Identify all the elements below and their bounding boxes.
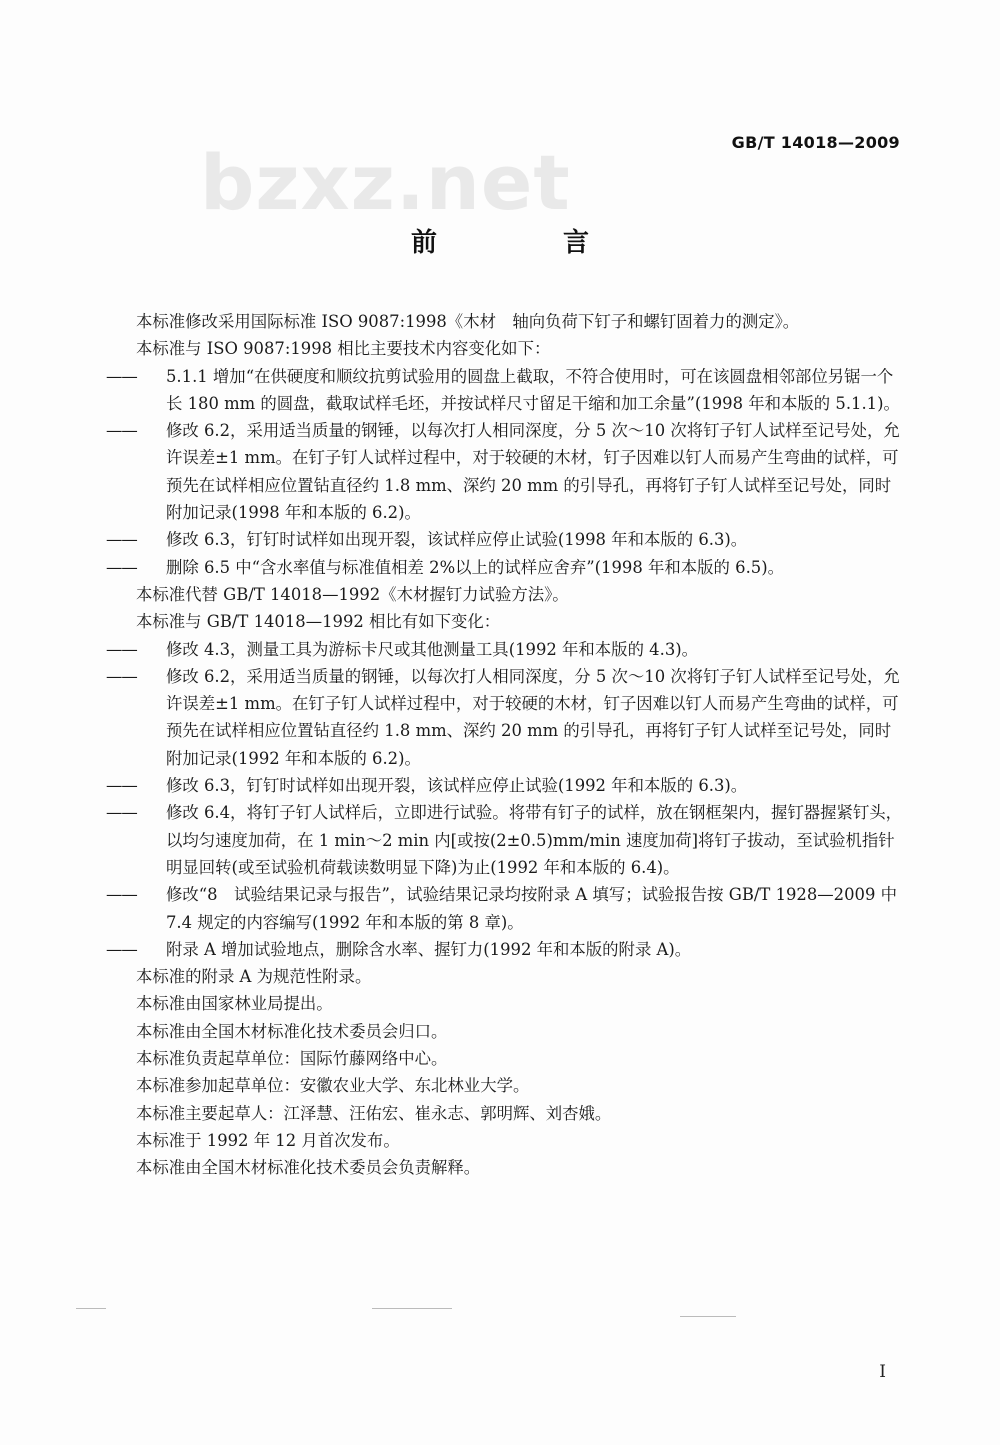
list-item bbox=[106, 417, 906, 526]
scan-speck bbox=[76, 1308, 106, 1309]
foreword-body bbox=[106, 308, 906, 1182]
list-dash: —— bbox=[106, 557, 137, 577]
paragraph: 本标准由全国木材标准化技术委员会归口。 bbox=[136, 1021, 448, 1041]
list-dash: —— bbox=[106, 885, 137, 905]
paragraph: 本标准于 1992 年 12 月首次发布。 bbox=[136, 1130, 400, 1150]
list-item-text: 删除 6.5 中“含水率值与标准值相差 2%以上的试样应舍弃”(1998 年和本版的 6.5)。 bbox=[166, 557, 784, 577]
list-dash: —— bbox=[106, 639, 137, 659]
list-item-text: 修改 4.3，测量工具为游标卡尺或其他测量工具(1992 年和本版的 4.3)。 bbox=[166, 639, 699, 659]
page-title-text: 前 言 bbox=[410, 228, 639, 258]
list-item-text: 修改“8 试验结果记录与报告”，试验结果记录均按附录 A 填写；试验报告按 GB/T 1928—2009 中 7.4 规定的内容编写(1992 年和本版的第 8 章)。 bbox=[166, 885, 897, 932]
scan-speck bbox=[680, 1316, 736, 1317]
paragraph: 本标准负责起草单位：国际竹藤网络中心。 bbox=[136, 1049, 448, 1069]
paragraph: 本标准的附录 A 为规范性附录。 bbox=[136, 967, 372, 987]
standard-code: GB/T 14018—2009 bbox=[731, 133, 900, 152]
list-dash: —— bbox=[106, 666, 137, 686]
list-item bbox=[106, 799, 906, 881]
list-item bbox=[106, 936, 906, 963]
paragraph: 本标准参加起草单位：安徽农业大学、东北林业大学。 bbox=[136, 1076, 530, 1096]
list-dash: —— bbox=[106, 366, 137, 386]
paragraph: 本标准与 ISO 9087:1998 相比主要技术内容变化如下： bbox=[136, 339, 551, 359]
list-dash: —— bbox=[106, 776, 137, 796]
paragraph: 本标准代替 GB/T 14018—1992《木材握钉力试验方法》。 bbox=[136, 584, 569, 604]
list-item-text: 修改 6.3，钉钉时试样如出现开裂，该试样应停止试验(1998 年和本版的 6.3)。 bbox=[166, 530, 748, 550]
page-number: I bbox=[879, 1362, 886, 1382]
paragraph: 本标准修改采用国际标准 ISO 9087:1998《木材 轴向负荷下钉子和螺钉固着力的测定》。 bbox=[136, 312, 800, 331]
list-item-text: 修改 6.3，钉钉时试样如出现开裂，该试样应停止试验(1992 年和本版的 6.3)。 bbox=[166, 776, 748, 796]
list-item bbox=[106, 526, 906, 553]
list-item bbox=[106, 663, 906, 772]
paragraph: 本标准与 GB/T 14018—1992 相比有如下变化： bbox=[136, 612, 501, 632]
watermark: bzxz.net bbox=[200, 138, 571, 227]
paragraph: 本标准主要起草人：江泽慧、汪佑宏、崔永志、郭明辉、刘杏娥。 bbox=[136, 1103, 612, 1123]
list-item bbox=[106, 772, 906, 799]
list-dash: —— bbox=[106, 803, 137, 823]
list-dash: —— bbox=[106, 421, 137, 441]
list-dash: —— bbox=[106, 939, 137, 959]
page-title bbox=[0, 222, 1000, 259]
list-item bbox=[106, 636, 906, 663]
list-item bbox=[106, 363, 906, 418]
list-item-text: 修改 6.2，采用适当质量的钢锤，以每次打人相同深度，分 5 次～10 次将钉子钉人试样至记号处，允许误差±1 mm。在钉子钉人试样过程中，对于较硬的木材，钉子因难以钉人而易产生弯曲的试样，可预先在试样相应位置钻直径约 1.8 mm、深约 20 mm 的引导孔，再将钉子钉人试样至记号处，同时附加记录(1998 年和本版的 6.2)。 bbox=[166, 421, 900, 523]
paragraph: 本标准由国家林业局提出。 bbox=[136, 994, 333, 1014]
scan-speck bbox=[372, 1308, 452, 1309]
list-item-text: 修改 6.2，采用适当质量的钢锤，以每次打人相同深度，分 5 次～10 次将钉子钉人试样至记号处，允许误差±1 mm。在钉子钉人试样过程中，对于较硬的木材，钉子因难以钉人而易产生弯曲的试样，可预先在试样相应位置钻直径约 1.8 mm、深约 20 mm 的引导孔，再将钉子钉人试样至记号处，同时附加记录(1992 年和本版的 6.2)。 bbox=[166, 666, 900, 768]
list-item bbox=[106, 554, 906, 581]
paragraph: 本标准由全国木材标准化技术委员会负责解释。 bbox=[136, 1158, 481, 1178]
list-item bbox=[106, 881, 906, 936]
list-item-text: 附录 A 增加试验地点，删除含水率、握钉力(1992 年和本版的附录 A)。 bbox=[166, 939, 692, 959]
list-item-text: 修改 6.4，将钉子钉人试样后，立即进行试验。将带有钉子的试样，放在钢框架内，握钉器握紧钉头，以均匀速度加荷，在 1 min～2 min 内[或按(2±0.5)mm/min 速度加荷]将钉子拔动，至试验机指针明显回转(或至试验机荷载读数明显下降)为止(1992 年和本版的 6.4)。 bbox=[166, 803, 903, 877]
list-item-text: 5.1.1 增加“在供硬度和顺纹抗剪试验用的圆盘上截取，不符合使用时，可在该圆盘相邻部位另锯一个长 180 mm 的圆盘，截取试样毛坯，并按试样尺寸留足干缩和加工余量”(1998 年和本版的 5.1.1)。 bbox=[166, 366, 900, 413]
list-dash: —— bbox=[106, 530, 137, 550]
